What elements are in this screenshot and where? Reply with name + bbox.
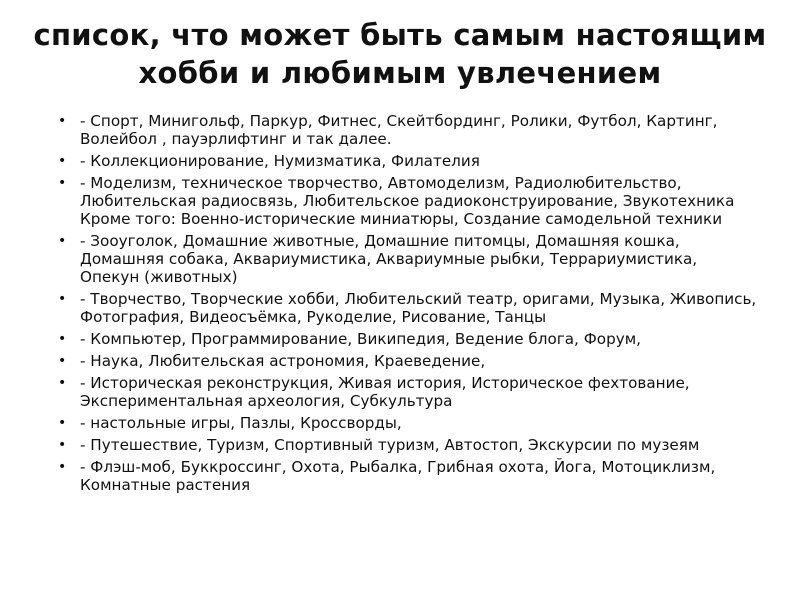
list-item bbox=[58, 152, 758, 170]
list-item-text: - Моделизм, техническое творчество, Автомоделизм, Радиолюбительство, Любительская радиосвязь, Любительское радиоконструирование, Звукотехника bbox=[80, 174, 735, 210]
list-item bbox=[58, 330, 758, 348]
list-item bbox=[58, 374, 758, 410]
list-item-text: - Историческая реконструкция, Живая история, Историческое фехтование, Экспериментальная археология, Субкультура bbox=[80, 374, 690, 410]
list-item bbox=[58, 414, 758, 432]
bullet-icon: • bbox=[58, 375, 67, 391]
bullet-icon: • bbox=[58, 437, 67, 453]
hobby-list bbox=[58, 112, 758, 498]
list-item-text: - настольные игры, Пазлы, Кроссворды, bbox=[80, 414, 402, 432]
list-item-text: - Коллекционирование, Нумизматика, Филателия bbox=[80, 152, 480, 170]
list-item bbox=[58, 352, 758, 370]
list-item-text: - Путешествие, Туризм, Спортивный туризм, Автостоп, Экскурсии по музеям bbox=[80, 436, 700, 454]
bullet-icon: • bbox=[58, 459, 67, 475]
list-item-text: - Зооуголок, Домашние животные, Домашние питомцы, Домашняя кошка, Домашняя собака, Аквариумистика, Аквариумные рыбки, Террариумистика, Опекун (животных) bbox=[80, 232, 698, 286]
bullet-icon: • bbox=[58, 353, 67, 369]
list-item-text: - Наука, Любительская астрономия, Краеведение, bbox=[80, 352, 486, 370]
list-item bbox=[58, 436, 758, 454]
list-item bbox=[58, 290, 758, 326]
list-item bbox=[58, 458, 758, 494]
list-item bbox=[58, 112, 758, 148]
list-item bbox=[58, 232, 758, 286]
list-item-text: - Компьютер, Программирование, Википедия, Ведение блога, Форум, bbox=[80, 330, 641, 348]
list-item-continuation: Кроме того: Военно-исторические миниатюры, Создание самодельной техники bbox=[80, 210, 723, 228]
bullet-icon: • bbox=[58, 153, 67, 169]
bullet-icon: • bbox=[58, 175, 67, 191]
list-item-text: - Спорт, Минигольф, Паркур, Фитнес, Скейтбординг, Ролики, Футбол, Картинг, Волейбол , пауэрлифтинг и так далее. bbox=[80, 112, 718, 148]
list-item bbox=[58, 174, 758, 228]
bullet-icon: • bbox=[58, 113, 67, 129]
slide-title: список, что может быть самым настоящим хобби и любимым увлечением bbox=[33, 18, 767, 90]
list-item-text: - Флэш-моб, Буккроссинг, Охота, Рыбалка, Грибная охота, Йога, Мотоциклизм, Комнатные растения bbox=[80, 458, 716, 494]
bullet-icon: • bbox=[58, 415, 67, 431]
list-item-text: - Творчество, Творческие хобби, Любительский театр, оригами, Музыка, Живопись, Фотография, Видеосъёмка, Рукоделие, Рисование, Танцы bbox=[80, 290, 757, 326]
bullet-icon: • bbox=[58, 233, 67, 249]
bullet-icon: • bbox=[58, 331, 67, 347]
bullet-icon: • bbox=[58, 291, 67, 307]
